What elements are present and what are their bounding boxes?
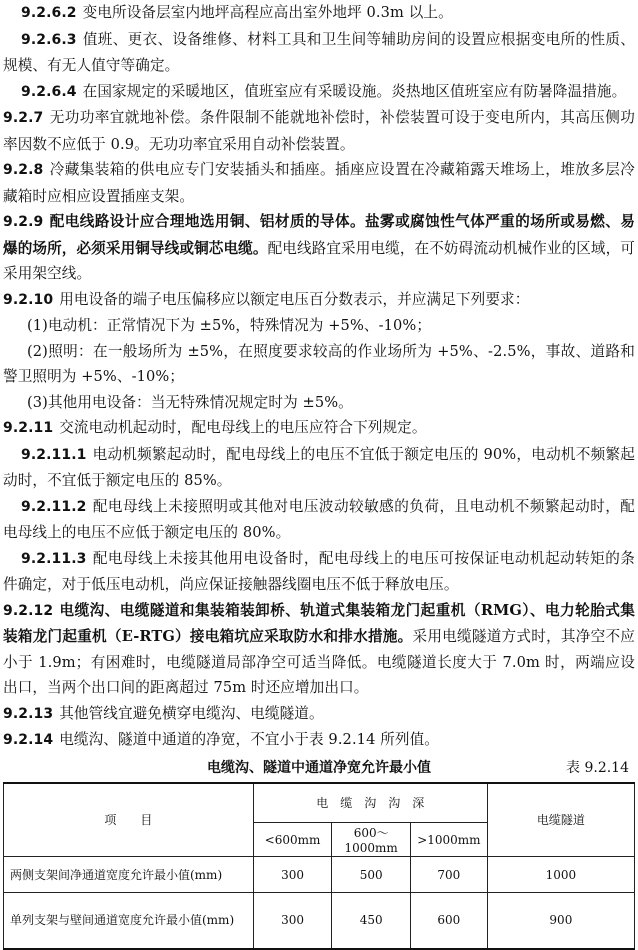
clause-9-2-11-3 — [3, 546, 635, 598]
clause-number: 9.2.12 — [3, 602, 54, 619]
list-item: (1)电动机：正常情况下为 ±5%，特殊情况为 +5%、-10%； — [27, 317, 432, 334]
clause-number: 9.2.8 — [3, 162, 44, 178]
clause-bold-text: 配电线路设计应合理地选用铜、铝材质的导体。盐雾或腐蚀性气体严重的场所或易燃、易爆的场所，必须采用铜导线或铜芯电缆。 — [3, 213, 635, 257]
header-tunnel: 电缆隧道 — [487, 783, 634, 857]
clause-9-2-14 — [3, 727, 635, 754]
clause-text: 冷藏集装箱的供电应专门安装插头和插座。插座应设置在冷藏箱露天堆场上，堆放多层冷藏箱时应相应设置插座支架。 — [3, 161, 635, 205]
table-caption — [3, 754, 635, 780]
cell-value: 450 — [332, 893, 411, 949]
clause-number: 9.2.14 — [3, 732, 54, 748]
header-trench-depth: 电 缆 沟 沟 深 — [253, 783, 487, 823]
cell-value: 900 — [487, 893, 634, 949]
clause-number: 9.2.6.3 — [21, 31, 77, 48]
clause-number: 9.2.9 — [3, 214, 44, 230]
clause-9-2-7 — [3, 105, 635, 157]
table-title: 电缆沟、隧道中通道净宽允许最小值 — [207, 759, 431, 776]
clause-number: 9.2.11.3 — [21, 550, 87, 567]
clause-9-2-10 — [3, 287, 635, 314]
clause-text: 电缆沟、隧道中通道的净宽，不宜小于表 9.2.14 所列值。 — [59, 731, 439, 748]
clearance-table — [3, 782, 635, 950]
clause-9-2-9 — [3, 209, 635, 287]
clause-number: 9.2.6.4 — [21, 83, 77, 100]
clause-number: 9.2.6.2 — [21, 5, 77, 21]
clause-9-2-11-1 — [3, 442, 635, 494]
clause-9-2-11 — [3, 415, 635, 442]
subheader-depth: 600～1000mm — [332, 823, 411, 857]
table-header-row — [4, 783, 635, 823]
clause-text: 配电线路宜采用电缆，在不妨碍流动机械作业的区域，可采用架空线。 — [3, 239, 635, 282]
list-item: (2)照明：在一般场所为 ±5%，在照度要求较高的作业场所为 +5%、-2.5%，事故、道路和警卫照明为 +5%、-10%； — [3, 342, 635, 385]
table-number: 表 9.2.14 — [566, 759, 629, 776]
cell-value: 600 — [410, 893, 487, 949]
clause-9-2-13 — [3, 701, 635, 728]
cell-value: 1000 — [487, 857, 634, 893]
clause-text: 配电母线上未接照明或其他对电压波动较敏感的负荷，且电动机不频繁起动时，配电母线上的电压不应低于额定电压的 80%。 — [3, 497, 635, 541]
clause-text: 无功功率宜就地补偿。条件限制不能就地补偿时，补偿装置可设于变电所内，其高压侧功率因数不应低于 0.9。无功功率宜采用自动补偿装置。 — [3, 109, 635, 153]
clause-9-2-6-4 — [3, 79, 635, 106]
clause-number: 9.2.11.2 — [21, 498, 87, 515]
cell-value: 500 — [332, 857, 411, 893]
cell-value: 300 — [253, 893, 332, 949]
cell-value: 300 — [253, 857, 332, 893]
cell-value: 700 — [410, 857, 487, 893]
clause-number: 9.2.13 — [3, 705, 54, 722]
clause-text: 电动机频繁起动时，配电母线上的电压不宜低于额定电压的 90%，电动机不频繁起动时，不宜低于额定电压的 85%。 — [3, 445, 635, 489]
table-row — [4, 857, 635, 893]
clause-9-2-8 — [3, 157, 635, 209]
clause-number: 9.2.7 — [3, 110, 44, 126]
clause-bold-text: 电缆沟、电缆隧道和集装箱装卸桥、轨道式集装箱龙门起重机（RMG）、电力轮胎式集装箱龙门起重机（E-RTG）接电箱坑应采取防水和排水措施。 — [3, 601, 635, 645]
clause-text: 交流电动机起动时，配电母线上的电压应符合下列规定。 — [59, 419, 427, 436]
row-label: 两侧支架间净通道宽度允许最小值(mm) — [4, 857, 254, 893]
table-row — [4, 893, 635, 949]
clause-9-2-6-2 — [3, 0, 635, 27]
clause-text: 其他管线宜避免横穿电缆沟、电缆隧道。 — [59, 704, 324, 722]
clause-number: 9.2.11 — [3, 420, 54, 436]
row-label: 单列支架与壁间通道宽度允许最小值(mm) — [4, 893, 254, 949]
clause-text: 值班、更衣、设备维修、材料工具和卫生间等辅助房间的设置应根据变电所的性质、规模、有无人值守等确定。 — [3, 30, 635, 74]
clause-text: 配电母线上未接其他用电设备时，配电母线上的电压可按保证电动机起动转矩的条件确定，对于低压电动机，尚应保证接触器线圈电压不低于释放电压。 — [3, 549, 635, 593]
clause-number: 9.2.10 — [3, 291, 54, 308]
clause-number: 9.2.11.1 — [21, 446, 87, 463]
clause-text: 采用电缆隧道方式时，其净空不应小于 1.9m；有困难时，电缆隧道局部净空可适当降低。电缆隧道长度大于 7.0m 时，两端应设出口，当两个出口间的距离超过 75m 时还应增加出口。 — [3, 628, 635, 696]
clause-9-2-12 — [3, 598, 635, 701]
clause-text: 用电设备的端子电压偏移应以额定电压百分数表示，并应满足下列要求： — [59, 290, 530, 308]
subheader-depth: >1000mm — [410, 823, 487, 857]
subheader-depth: <600mm — [253, 823, 332, 857]
header-item: 项 目 — [4, 783, 254, 857]
list-item: (3)其他用电设备：当无特殊情况规定时为 ±5%。 — [27, 393, 353, 411]
clause-9-2-11-2 — [3, 494, 635, 546]
clause-text: 在国家规定的采暖地区，值班室应有采暖设施。炎热地区值班室应有防暑降温措施。 — [82, 82, 627, 100]
document-page — [3, 0, 635, 950]
clause-text: 变电所设备层室内地坪高程应高出室外地坪 0.3m 以上。 — [82, 4, 453, 21]
clause-9-2-6-3 — [3, 27, 635, 79]
